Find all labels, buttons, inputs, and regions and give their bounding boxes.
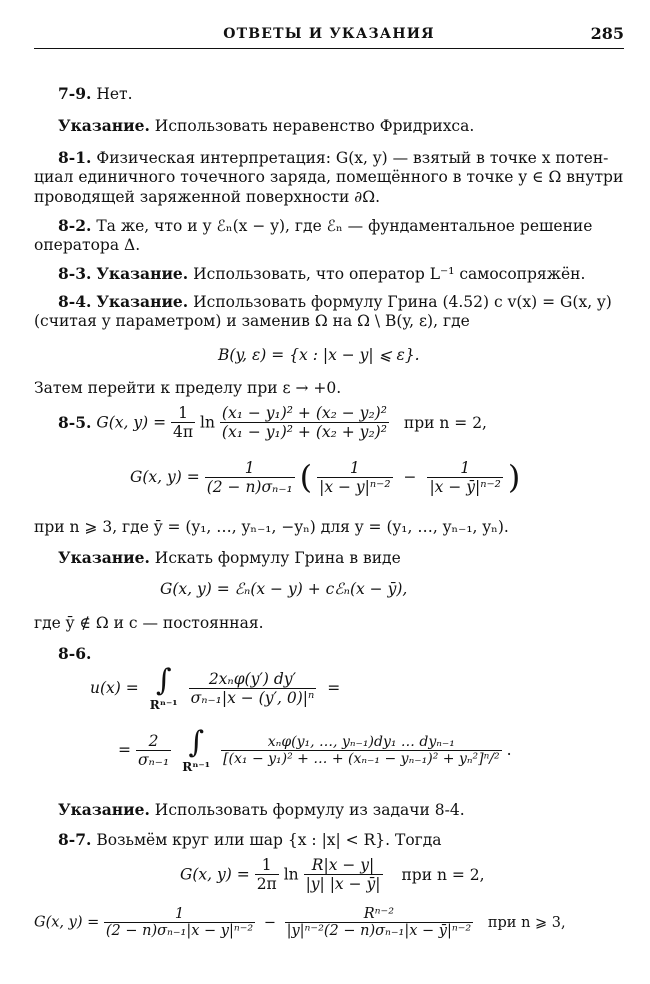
denominator: 2π (256, 875, 277, 893)
answer-label: 8-6. (58, 644, 92, 663)
answer-text: Возьмём круг или шар {x : |x| < R}. Тогда (96, 831, 442, 849)
log-symbol: ln (283, 865, 299, 884)
answer-8-5-formula2 (130, 458, 520, 504)
answer-8-1-line3: проводящей заряженной поверхности ∂Ω. (34, 188, 381, 206)
answer-label: 8-2. (58, 216, 92, 235)
answer-label: 8-7. (58, 830, 92, 849)
answer-8-6-label (58, 644, 91, 664)
denominator: |y| |x − ȳ| (305, 875, 381, 893)
condition: при n = 2, (403, 413, 487, 432)
numerator: xₙφ(y₁, …, yₙ₋₁)dy₁ … dyₙ₋₁ (267, 733, 455, 750)
answer-label: 8-1. (58, 148, 92, 167)
numerator: 2 (148, 731, 159, 750)
coefficient-fraction (171, 404, 195, 441)
integrand-fraction (189, 670, 317, 707)
numerator: 1 (244, 458, 255, 477)
denominator: [(x₁ − y₁)² + … + (xₙ₋₁ − yₙ₋₁)² + yₙ²]ⁿ/² (223, 750, 500, 767)
denominator: |y|ⁿ⁻²(2 − n)σₙ₋₁|x − ȳ|ⁿ⁻² (286, 923, 472, 939)
header-title: ОТВЕТЫ И УКАЗАНИЯ (223, 26, 435, 42)
log-argument-fraction (304, 856, 383, 893)
log-argument-fraction (220, 404, 389, 441)
minus-sign: − (403, 468, 417, 486)
answer-8-2-line1 (58, 216, 592, 236)
integral-domain: Rⁿ⁻¹ (182, 760, 211, 774)
formula-lhs: G(x, y) = (180, 865, 250, 884)
integrand-fraction (221, 734, 502, 767)
condition: при n ⩾ 3, (487, 914, 566, 931)
answer-text: Та же, что и у ℰₙ(x − y), где ℰₙ — фундаментальное решение (96, 217, 593, 235)
hint-label: Указание. (96, 292, 189, 311)
hint-label: Указание. (58, 800, 150, 819)
period: . (506, 741, 512, 759)
hint-7-9 (58, 116, 474, 136)
fraction-term1 (317, 459, 392, 496)
ball-definition-formula: B(y, ε) = {x : |x − y| ⩽ ε}. (218, 346, 420, 364)
numerator: 1 (460, 458, 471, 477)
answer-8-3 (58, 264, 585, 284)
answer-8-4-line2: (считая y параметром) и заменив Ω на Ω \ B(y, ε), где (34, 312, 470, 330)
integral-sign: ∫ (188, 725, 204, 760)
formula-lhs: G(x, y) = (130, 468, 200, 486)
minus-sign: − (263, 914, 276, 931)
fraction-term1 (104, 906, 255, 939)
hint-label: Указание. (58, 548, 150, 567)
denominator: (2 − n)σₙ₋₁|x − y|ⁿ⁻² (105, 923, 254, 939)
coefficient-fraction (205, 459, 295, 496)
numerator: 1 (174, 906, 185, 922)
numerator: (x₁ − y₁)² + (x₂ − y₂)² (221, 404, 387, 422)
answer-8-5-formula1 (58, 404, 487, 450)
answer-8-6-formula2 (118, 726, 512, 786)
hint-8-5-line2: где ȳ ∉ Ω и c — постоянная. (34, 614, 264, 632)
running-header (34, 22, 624, 46)
formula-lhs: G(x, y) = (34, 914, 100, 931)
coefficient-fraction (255, 856, 279, 893)
answer-7-9 (58, 84, 133, 104)
answer-label: 8-5. (58, 413, 92, 432)
condition: при n = 2, (401, 865, 485, 884)
integral-domain: Rⁿ⁻¹ (149, 698, 178, 712)
numerator: 1 (178, 404, 188, 422)
equals-sign: = (118, 741, 131, 759)
answer-8-6-formula1 (90, 664, 340, 724)
answer-label: 7-9. (58, 84, 92, 103)
answer-8-7-line1 (58, 830, 442, 850)
numerator: 1 (261, 856, 272, 874)
numerator: Rⁿ⁻² (363, 906, 395, 922)
denominator: (x₁ − y₁)² + (x₂ + y₂)² (221, 423, 387, 441)
answer-text: Использовать формулу Грина (4.52) с v(x) = G(x, y) (193, 293, 612, 311)
answer-8-4-line3: Затем перейти к пределу при ε → +0. (34, 379, 342, 397)
right-paren: ) (507, 458, 521, 496)
numerator: R|x − y| (311, 856, 375, 874)
green-formula-ansatz: G(x, y) = ℰₙ(x − y) + cℰₙ(x − ȳ), (160, 580, 408, 598)
answer-8-7-formula1 (180, 856, 485, 902)
hint-8-5 (58, 548, 401, 568)
left-paren: ( (299, 458, 313, 496)
denominator: |x − y|ⁿ⁻² (319, 477, 391, 496)
hint-8-6 (58, 800, 465, 820)
hint-text: Искать формулу Грина в виде (154, 549, 401, 567)
answer-text: Нет. (96, 85, 133, 103)
denominator: σₙ₋₁ (137, 750, 170, 769)
hint-text: Использовать формулу из задачи 8-4. (154, 801, 465, 819)
fraction-term2 (285, 906, 474, 939)
formula-lhs: u(x) = (90, 679, 139, 697)
hint-label: Указание. (58, 116, 150, 135)
answer-8-4-line1 (58, 292, 612, 312)
log-symbol: ln (200, 413, 215, 432)
formula-lhs: G(x, y) = (96, 413, 167, 432)
answer-8-1-line1 (58, 148, 608, 168)
hint-label: Указание. (96, 264, 189, 283)
answer-label: 8-4. (58, 292, 92, 311)
answer-label: 8-3. (58, 264, 92, 283)
answer-8-1-line2: циал единичного точечного заряда, помещённого в точке y ∈ Ω внутри (34, 168, 624, 186)
denominator: σₙ₋₁|x − (y′, 0)|ⁿ (190, 688, 315, 707)
equals-sign: = (327, 679, 341, 697)
denominator: |x − ȳ|ⁿ⁻² (429, 477, 501, 496)
denominator: (2 − n)σₙ₋₁ (206, 477, 293, 496)
integral (176, 726, 216, 774)
answer-8-2-line2: оператора Δ. (34, 236, 141, 254)
numerator: 2xₙφ(y′) dy′ (208, 669, 297, 688)
denominator: 4π (173, 423, 194, 441)
fraction-term2 (427, 459, 502, 496)
answer-8-7-formula2 (34, 906, 566, 952)
answer-8-5-line2: при n ⩾ 3, где ȳ = (y₁, …, yₙ₋₁, −yₙ) для y = (y₁, …, yₙ₋₁, yₙ). (34, 518, 509, 536)
integral-sign: ∫ (155, 663, 172, 698)
integral (144, 664, 184, 712)
hint-text: Использовать неравенство Фридрихса. (154, 117, 475, 135)
page-number: 285 (590, 24, 624, 43)
numerator: 1 (349, 458, 360, 477)
header-rule (34, 48, 624, 49)
answer-text: Использовать, что оператор L⁻¹ самосопряжён. (193, 265, 586, 283)
answer-text: Физическая интерпретация: G(x, y) — взятый в точке x потен- (96, 149, 609, 167)
coefficient-fraction (136, 732, 171, 769)
